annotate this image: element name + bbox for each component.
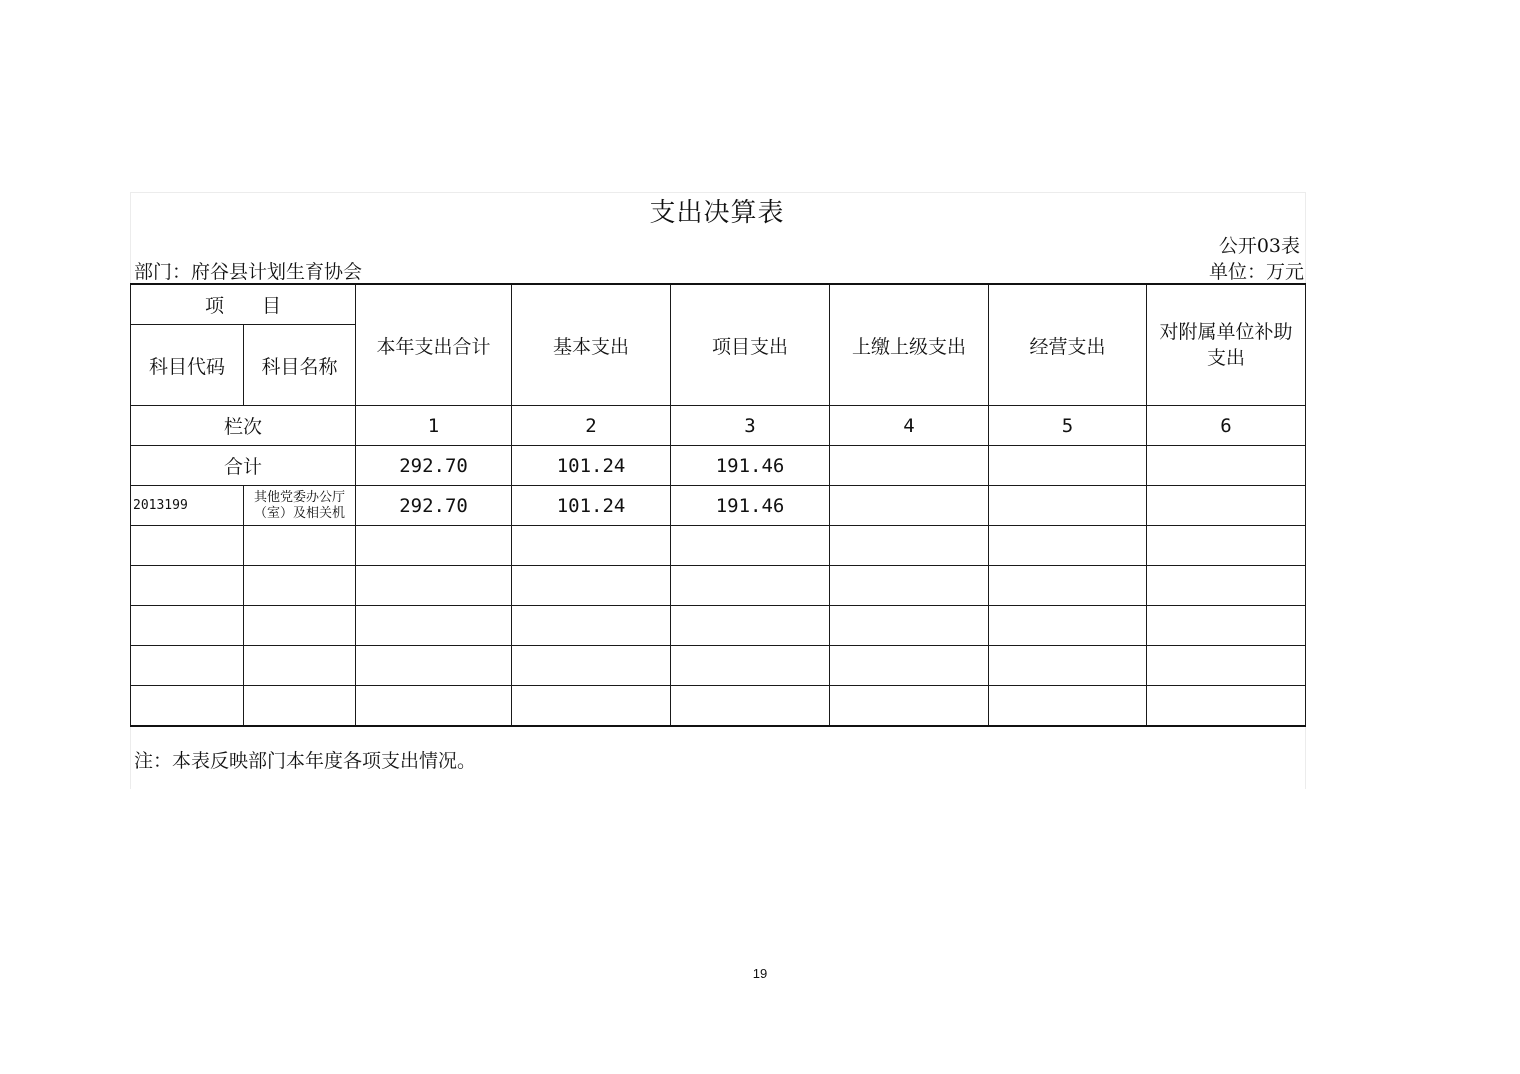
subject-code-cell xyxy=(131,566,244,606)
code-header-cell: 科目代码 xyxy=(131,325,244,406)
value-cell xyxy=(512,606,671,646)
index-cell: 3 xyxy=(671,406,830,446)
total-value-cell xyxy=(1147,446,1306,486)
value-cell xyxy=(830,526,989,566)
subject-code-cell xyxy=(131,526,244,566)
value-cell xyxy=(830,566,989,606)
value-cell xyxy=(512,566,671,606)
value-cell: 191.46 xyxy=(671,486,830,526)
column-header-cell: 基本支出 xyxy=(512,284,671,406)
value-cell xyxy=(989,606,1147,646)
subject-code-cell xyxy=(131,646,244,686)
value-cell xyxy=(1147,686,1306,727)
table-code: 公开03表 xyxy=(1218,235,1300,257)
value-cell xyxy=(989,646,1147,686)
value-cell xyxy=(1147,606,1306,646)
total-value-cell: 191.46 xyxy=(671,446,830,486)
value-cell xyxy=(356,566,512,606)
subject-name-text: 其他党委办公厅（室）及相关机 xyxy=(253,489,345,521)
total-value-cell xyxy=(989,446,1147,486)
subject-code-cell xyxy=(131,606,244,646)
unit-label: 单位：万元 xyxy=(1208,261,1304,283)
index-cell: 4 xyxy=(830,406,989,446)
value-cell: 101.24 xyxy=(512,486,671,526)
value-cell xyxy=(989,566,1147,606)
index-cell: 1 xyxy=(356,406,512,446)
total-value-cell: 292.70 xyxy=(356,446,512,486)
value-cell xyxy=(671,646,830,686)
total-value-cell: 101.24 xyxy=(512,446,671,486)
subject-name-cell xyxy=(244,606,356,646)
index-cell: 2 xyxy=(512,406,671,446)
value-cell xyxy=(830,646,989,686)
value-cell xyxy=(356,646,512,686)
page-title: 支出决算表 xyxy=(649,198,785,228)
value-cell xyxy=(356,606,512,646)
page-number: 19 xyxy=(752,966,768,981)
table-row xyxy=(131,486,1306,526)
column-header-cell: 本年支出合计 xyxy=(356,284,512,406)
subject-name-cell xyxy=(244,566,356,606)
table-row xyxy=(131,646,1306,686)
column-header-cell: 上缴上级支出 xyxy=(830,284,989,406)
value-cell xyxy=(1147,566,1306,606)
value-cell xyxy=(512,686,671,727)
total-value-cell xyxy=(830,446,989,486)
value-cell xyxy=(1147,646,1306,686)
value-cell xyxy=(671,526,830,566)
value-cell xyxy=(830,686,989,727)
subject-name-cell xyxy=(244,646,356,686)
group-header-cell: 项 目 xyxy=(131,284,356,325)
subject-code-cell xyxy=(131,686,244,727)
subject-code-cell: 2013199 xyxy=(131,486,244,526)
index-cell: 5 xyxy=(989,406,1147,446)
subject-name-cell xyxy=(244,486,356,526)
department-label: 部门：府谷县计划生育协会 xyxy=(134,261,363,283)
table-row xyxy=(131,526,1306,566)
index-row xyxy=(131,406,1306,446)
index-label-cell: 栏次 xyxy=(131,406,356,446)
value-cell xyxy=(512,526,671,566)
table-row xyxy=(131,606,1306,646)
footnote: 注：本表反映部门本年度各项支出情况。 xyxy=(134,750,477,772)
value-cell xyxy=(989,686,1147,727)
value-cell xyxy=(989,526,1147,566)
value-cell xyxy=(1147,486,1306,526)
value-cell xyxy=(356,686,512,727)
value-cell xyxy=(671,566,830,606)
value-cell xyxy=(356,526,512,566)
table-row xyxy=(131,686,1306,727)
subject-name-cell xyxy=(244,526,356,566)
column-header-text: 对附属单位补助支出 xyxy=(1159,321,1293,369)
expenditure-table xyxy=(130,283,1306,727)
value-cell xyxy=(512,646,671,686)
name-header-cell: 科目名称 xyxy=(244,325,356,406)
value-cell xyxy=(671,686,830,727)
value-cell xyxy=(1147,526,1306,566)
value-cell xyxy=(830,606,989,646)
value-cell xyxy=(830,486,989,526)
subject-name-cell xyxy=(244,686,356,727)
column-header-cell xyxy=(1147,284,1306,406)
value-cell: 292.70 xyxy=(356,486,512,526)
column-header-cell: 项目支出 xyxy=(671,284,830,406)
total-row xyxy=(131,446,1306,486)
column-header-cell: 经营支出 xyxy=(989,284,1147,406)
header-row-1 xyxy=(131,284,1306,325)
index-cell: 6 xyxy=(1147,406,1306,446)
table-row xyxy=(131,566,1306,606)
total-label-cell: 合计 xyxy=(131,446,356,486)
value-cell xyxy=(989,486,1147,526)
value-cell xyxy=(671,606,830,646)
